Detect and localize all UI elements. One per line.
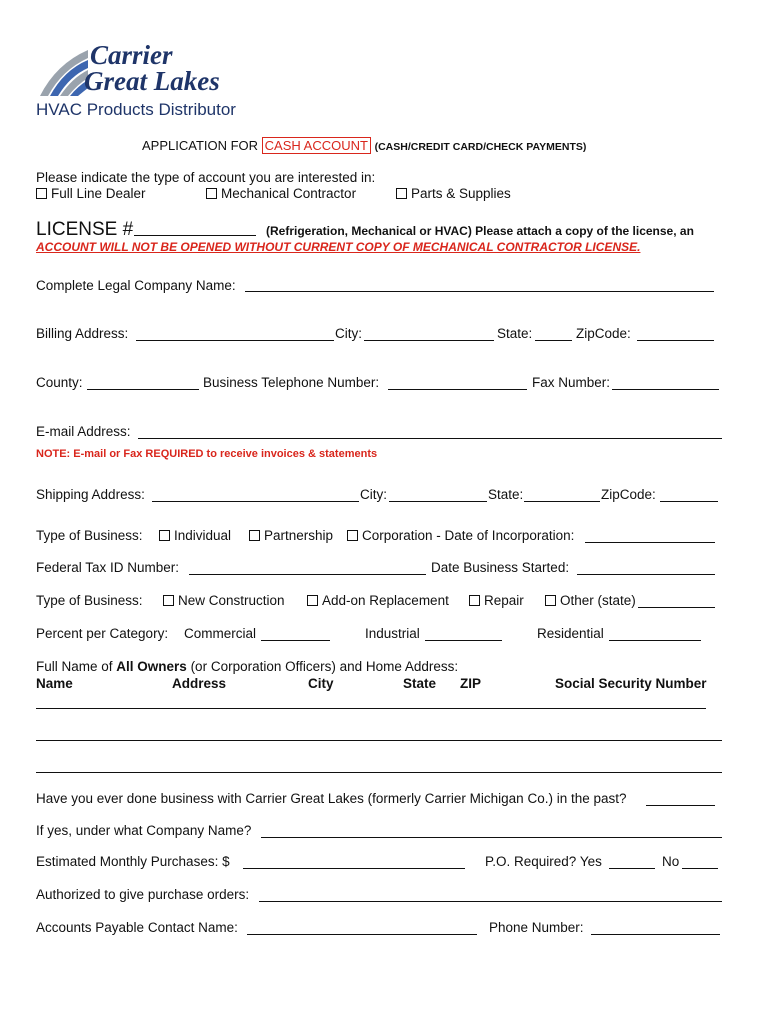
option-other[interactable]: Other (state)	[545, 593, 636, 608]
county-label: County:	[36, 375, 83, 390]
residential-field[interactable]	[609, 640, 701, 641]
option-full-line-dealer[interactable]: Full Line Dealer	[36, 186, 146, 201]
date-started-label: Date Business Started:	[431, 560, 570, 575]
logo-great-lakes: Great Lakes	[84, 66, 220, 96]
billing-zip-field[interactable]	[637, 340, 714, 341]
checkbox-icon[interactable]	[396, 188, 407, 199]
billing-zip-label: ZipCode:	[576, 326, 631, 341]
company-logo	[34, 40, 264, 122]
ap-contact-label: Accounts Payable Contact Name:	[36, 920, 238, 935]
prior-company-field[interactable]	[261, 837, 722, 838]
business-type-label: Type of Business:	[36, 528, 143, 543]
industrial-label: Industrial	[365, 626, 420, 641]
shipping-zip-field[interactable]	[660, 501, 718, 502]
checkbox-icon[interactable]	[469, 595, 480, 606]
owners-col-ssn: Social Security Number	[555, 676, 707, 691]
po-no-field[interactable]	[682, 868, 718, 869]
email-note: NOTE: E-mail or Fax REQUIRED to receive invoices & statements	[36, 448, 378, 460]
commercial-field[interactable]	[261, 640, 330, 641]
owners-col-state: State	[403, 676, 437, 691]
federal-tax-id-label: Federal Tax ID Number:	[36, 560, 180, 575]
account-type-prompt: Please indicate the type of account you are interested in:	[36, 170, 376, 185]
checkbox-icon[interactable]	[347, 530, 358, 541]
checkbox-icon[interactable]	[163, 595, 174, 606]
ap-contact-field[interactable]	[247, 934, 477, 935]
logo-stripes-icon	[34, 46, 90, 98]
po-required-label: P.O. Required? Yes	[485, 854, 602, 869]
email-label: E-mail Address:	[36, 424, 131, 439]
business-phone-field[interactable]	[388, 389, 527, 390]
other-state-field[interactable]	[638, 607, 715, 608]
date-started-field[interactable]	[577, 574, 715, 575]
past-business-field[interactable]	[646, 805, 715, 806]
license-field[interactable]	[134, 235, 256, 236]
form-title: APPLICATION FOR CASH ACCOUNT (CASH/CREDIT CARD/CHECK PAYMENTS)	[142, 138, 587, 153]
business-phone-label: Business Telephone Number:	[203, 375, 380, 390]
owner-row-2[interactable]	[36, 740, 722, 741]
shipping-address-field[interactable]	[152, 501, 359, 502]
option-corporation[interactable]: Corporation - Date of Incorporation:	[347, 528, 574, 543]
company-name-label: Complete Legal Company Name:	[36, 278, 236, 293]
owner-row-3[interactable]	[36, 772, 722, 773]
authorized-field[interactable]	[259, 901, 722, 902]
fax-label: Fax Number:	[532, 375, 611, 390]
checkbox-icon[interactable]	[159, 530, 170, 541]
option-partnership[interactable]: Partnership	[249, 528, 333, 543]
past-business-label: Have you ever done business with Carrier Great Lakes (formerly Carrier Michigan Co.) in the past?	[36, 791, 627, 806]
shipping-zip-label: ZipCode:	[601, 487, 656, 502]
company-name-field[interactable]	[245, 291, 714, 292]
category-label: Percent per Category:	[36, 626, 169, 641]
option-parts-supplies[interactable]: Parts & Supplies	[396, 186, 511, 201]
prior-company-label: If yes, under what Company Name?	[36, 823, 252, 838]
billing-city-field[interactable]	[364, 340, 494, 341]
shipping-address-label: Shipping Address:	[36, 487, 145, 502]
license-warning: ACCOUNT WILL NOT BE OPENED WITHOUT CURRENT COPY OF MECHANICAL CONTRACTOR LICENSE.	[36, 240, 641, 254]
county-field[interactable]	[87, 389, 199, 390]
billing-address-label: Billing Address:	[36, 326, 129, 341]
owners-col-zip: ZIP	[460, 676, 482, 691]
checkbox-icon[interactable]	[36, 188, 47, 199]
email-field[interactable]	[138, 438, 722, 439]
license-note: (Refrigeration, Mechanical or HVAC) Please attach a copy of the license, an	[266, 224, 694, 238]
cash-account-highlight: CASH ACCOUNT	[262, 137, 371, 154]
license-label: LICENSE #	[36, 219, 134, 240]
shipping-state-field[interactable]	[524, 501, 600, 502]
fax-field[interactable]	[612, 389, 719, 390]
phone-label: Phone Number:	[489, 920, 584, 935]
owners-col-name: Name	[36, 676, 73, 691]
option-new-construction[interactable]: New Construction	[163, 593, 285, 608]
shipping-city-label: City:	[360, 487, 387, 502]
option-repair[interactable]: Repair	[469, 593, 524, 608]
billing-address-field[interactable]	[136, 340, 334, 341]
option-individual[interactable]: Individual	[159, 528, 231, 543]
billing-state-label: State:	[497, 326, 533, 341]
owners-prompt: Full Name of All Owners (or Corporation Officers) and Home Address:	[36, 659, 459, 674]
billing-state-field[interactable]	[535, 340, 572, 341]
authorized-label: Authorized to give purchase orders:	[36, 887, 250, 902]
owners-col-city: City	[308, 676, 334, 691]
billing-city-label: City:	[335, 326, 362, 341]
commercial-label: Commercial	[184, 626, 257, 641]
business-type-2-label: Type of Business:	[36, 593, 143, 608]
owner-row-1[interactable]	[36, 708, 706, 709]
logo-carrier: Carrier	[90, 40, 173, 70]
monthly-purchases-label: Estimated Monthly Purchases: $	[36, 854, 230, 869]
checkbox-icon[interactable]	[545, 595, 556, 606]
monthly-purchases-field[interactable]	[243, 868, 465, 869]
checkbox-icon[interactable]	[206, 188, 217, 199]
owners-col-address: Address	[172, 676, 227, 691]
industrial-field[interactable]	[425, 640, 502, 641]
option-mechanical-contractor[interactable]: Mechanical Contractor	[206, 186, 356, 201]
shipping-state-label: State:	[488, 487, 524, 502]
checkbox-icon[interactable]	[249, 530, 260, 541]
phone-field[interactable]	[591, 934, 720, 935]
po-yes-field[interactable]	[609, 868, 655, 869]
logo-tagline: HVAC Products Distributor	[36, 100, 236, 119]
incorporation-date-field[interactable]	[585, 542, 715, 543]
po-no-label: No	[662, 854, 680, 869]
shipping-city-field[interactable]	[389, 501, 487, 502]
federal-tax-id-field[interactable]	[189, 574, 426, 575]
residential-label: Residential	[537, 626, 604, 641]
option-add-on-replacement[interactable]: Add-on Replacement	[307, 593, 449, 608]
checkbox-icon[interactable]	[307, 595, 318, 606]
